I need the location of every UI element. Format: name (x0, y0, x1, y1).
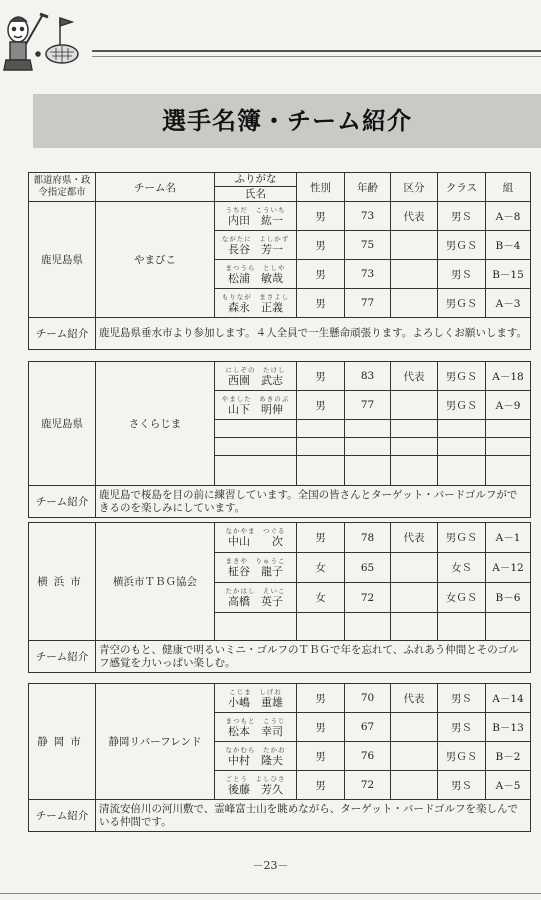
team-intro: 清流安倍川の河川敷で、霊峰富士山を眺めながら、ターゲット・バードゴルフを楽しんでいる仲間です。 (96, 800, 531, 832)
group-cell: A－18 (486, 362, 531, 391)
group-cell: B－15 (486, 260, 531, 289)
pref-cell: 鹿児島県 (29, 362, 96, 486)
division-cell: 代表 (391, 362, 438, 391)
team-table (28, 683, 531, 832)
class-cell: 男ＧＳ (438, 362, 486, 391)
page-number: －23－ (252, 859, 289, 872)
player-name-cell (215, 553, 297, 583)
pref-cell: 静岡市 (29, 684, 96, 800)
gender-cell: 女 (297, 553, 345, 583)
age-cell: 75 (345, 231, 391, 260)
age-cell: 83 (345, 362, 391, 391)
gender-cell: 男 (297, 202, 345, 231)
age-cell: 73 (345, 260, 391, 289)
class-cell: 男Ｓ (438, 202, 486, 231)
class-cell: 男ＧＳ (438, 231, 486, 260)
player-name: 森永 正義 (228, 300, 283, 314)
division-cell (391, 742, 438, 771)
class-cell: 男Ｓ (438, 684, 486, 713)
table-row (29, 684, 531, 713)
division-cell (391, 391, 438, 420)
class-cell: 男ＧＳ (438, 289, 486, 318)
gender-cell: 男 (297, 523, 345, 553)
player-name: 長谷 芳一 (228, 242, 283, 256)
furigana: にしぞの たけし (225, 365, 286, 374)
column-header-shimei: 氏名 (245, 188, 266, 200)
player-name-cell (215, 231, 297, 260)
group-cell: B－4 (486, 231, 531, 260)
intro-label: チーム紹介 (29, 641, 96, 673)
division-cell (391, 583, 438, 613)
intro-label: チーム紹介 (29, 486, 96, 518)
intro-row (29, 800, 531, 832)
class-cell: 男Ｓ (438, 260, 486, 289)
column-header-division: 区分 (391, 173, 438, 202)
player-name: 松本 幸司 (228, 724, 283, 738)
age-cell: 72 (345, 583, 391, 613)
age-cell: 67 (345, 713, 391, 742)
group-cell: A－1 (486, 523, 531, 553)
player-name: 高橋 英子 (228, 595, 283, 608)
age-cell: 77 (345, 289, 391, 318)
header-rule-thin (92, 56, 541, 57)
column-header-name (215, 173, 297, 202)
division-cell: 代表 (391, 523, 438, 553)
class-cell: 女Ｓ (438, 553, 486, 583)
division-cell (391, 553, 438, 583)
age-cell: 76 (345, 742, 391, 771)
player-name-cell (215, 391, 297, 420)
furigana: うちだ こういち (225, 205, 286, 214)
page-title: 選手名簿・チーム紹介 (162, 107, 412, 135)
player-name-cell (215, 771, 297, 800)
table-row (29, 523, 531, 553)
player-name-cell (215, 583, 297, 613)
gender-cell: 男 (297, 684, 345, 713)
division-cell (391, 231, 438, 260)
player-name-cell (215, 523, 297, 553)
header-rule (92, 50, 541, 52)
player-name-cell (215, 742, 297, 771)
gender-cell: 女 (297, 583, 345, 613)
class-cell: 男ＧＳ (438, 742, 486, 771)
group-cell: B－13 (486, 713, 531, 742)
furigana: やました あきのぶ (221, 394, 290, 403)
player-name: 柾谷 龍子 (228, 565, 283, 578)
furigana: ながたに よしかず (221, 234, 290, 243)
furigana: たかはし えいこ (225, 587, 286, 595)
gender-cell: 男 (297, 260, 345, 289)
team-name-cell: やまびこ (96, 202, 215, 318)
gender-cell: 男 (297, 713, 345, 742)
team-intro: 鹿児島県垂水市より参加します。４人全員で一生懸命頑張ります。よろしくお願いします。 (96, 318, 531, 350)
player-name: 小嶋 重雄 (228, 695, 283, 709)
gender-cell: 男 (297, 771, 345, 800)
intro-row (29, 486, 531, 518)
team-intro: 鹿児島で桜島を目の前に練習しています。全国の皆さんとターゲット・バードゴルフができるのを楽しみにしています。 (96, 486, 531, 518)
furigana: まつうら としや (225, 263, 286, 272)
furigana: まつもと こうじ (225, 716, 286, 725)
player-name-cell (215, 684, 297, 713)
player-name: 西園 武志 (228, 373, 283, 387)
furigana: なかやま つぐる (225, 527, 286, 535)
player-name: 中山 次 (228, 535, 283, 548)
player-name-cell (215, 202, 297, 231)
player-name-cell (215, 713, 297, 742)
team-table (28, 361, 531, 518)
group-cell: A－14 (486, 684, 531, 713)
column-header-pref: 都道府県・政令指定都市 (29, 173, 96, 202)
pref-cell: 横浜市 (29, 523, 96, 641)
intro-label: チーム紹介 (29, 800, 96, 832)
column-header-age: 年齢 (345, 173, 391, 202)
furigana: まきや りゅうこ (225, 557, 286, 565)
column-header-class: クラス (438, 173, 486, 202)
furigana: ごとう よしひさ (225, 774, 286, 783)
gender-cell: 男 (297, 289, 345, 318)
gender-cell: 男 (297, 231, 345, 260)
column-header-gender: 性別 (297, 173, 345, 202)
intro-label: チーム紹介 (29, 318, 96, 350)
player-name-cell (215, 289, 297, 318)
team-table (28, 172, 531, 350)
player-name: 内田 紘一 (228, 213, 283, 227)
class-cell: 男Ｓ (438, 713, 486, 742)
intro-row (29, 641, 531, 673)
bottom-rule (0, 893, 541, 894)
class-cell: 男Ｓ (438, 771, 486, 800)
class-cell: 男ＧＳ (438, 391, 486, 420)
furigana: もりなが まさよし (221, 292, 290, 301)
age-cell: 72 (345, 771, 391, 800)
furigana: こじま しげお (229, 687, 282, 696)
column-header-furigana: ふりがな (215, 173, 296, 187)
group-cell: A－9 (486, 391, 531, 420)
furigana: なかむら たかお (225, 745, 286, 754)
division-cell (391, 289, 438, 318)
group-cell: A－8 (486, 202, 531, 231)
division-cell (391, 771, 438, 800)
pref-cell: 鹿児島県 (29, 202, 96, 318)
player-name: 中村 隆夫 (228, 753, 283, 767)
table-row (29, 202, 531, 231)
team-name-cell: さくらじま (96, 362, 215, 486)
division-cell (391, 260, 438, 289)
gender-cell: 男 (297, 391, 345, 420)
age-cell: 70 (345, 684, 391, 713)
gender-cell: 男 (297, 742, 345, 771)
golf-mascot-illustration (2, 8, 92, 78)
team-table (28, 522, 531, 673)
age-cell: 78 (345, 523, 391, 553)
group-cell: A－12 (486, 553, 531, 583)
group-cell: B－2 (486, 742, 531, 771)
column-header-group: 組 (486, 173, 531, 202)
table-row (29, 362, 531, 391)
player-name: 松浦 敏哉 (228, 271, 283, 285)
group-cell: A－5 (486, 771, 531, 800)
division-cell (391, 713, 438, 742)
class-cell: 男ＧＳ (438, 523, 486, 553)
player-name-cell (215, 260, 297, 289)
player-name: 山下 明伸 (228, 402, 283, 416)
division-cell: 代表 (391, 202, 438, 231)
column-header-team: チーム名 (96, 173, 215, 202)
team-name-cell: 静岡リバーフレンド (96, 684, 215, 800)
age-cell: 77 (345, 391, 391, 420)
intro-row (29, 318, 531, 350)
age-cell: 73 (345, 202, 391, 231)
age-cell: 65 (345, 553, 391, 583)
team-intro: 青空のもと、健康で明るいミニ・ゴルフのＴＢＧで年を忘れて、ふれあう仲間とそのゴルフ感覚を力いっぱい楽しむ。 (96, 641, 531, 673)
gender-cell: 男 (297, 362, 345, 391)
division-cell: 代表 (391, 684, 438, 713)
group-cell: B－6 (486, 583, 531, 613)
class-cell: 女ＧＳ (438, 583, 486, 613)
player-name-cell (215, 362, 297, 391)
player-name: 後藤 芳久 (228, 782, 283, 796)
team-name-cell: 横浜市ＴＢＧ協会 (96, 523, 215, 641)
group-cell: A－3 (486, 289, 531, 318)
